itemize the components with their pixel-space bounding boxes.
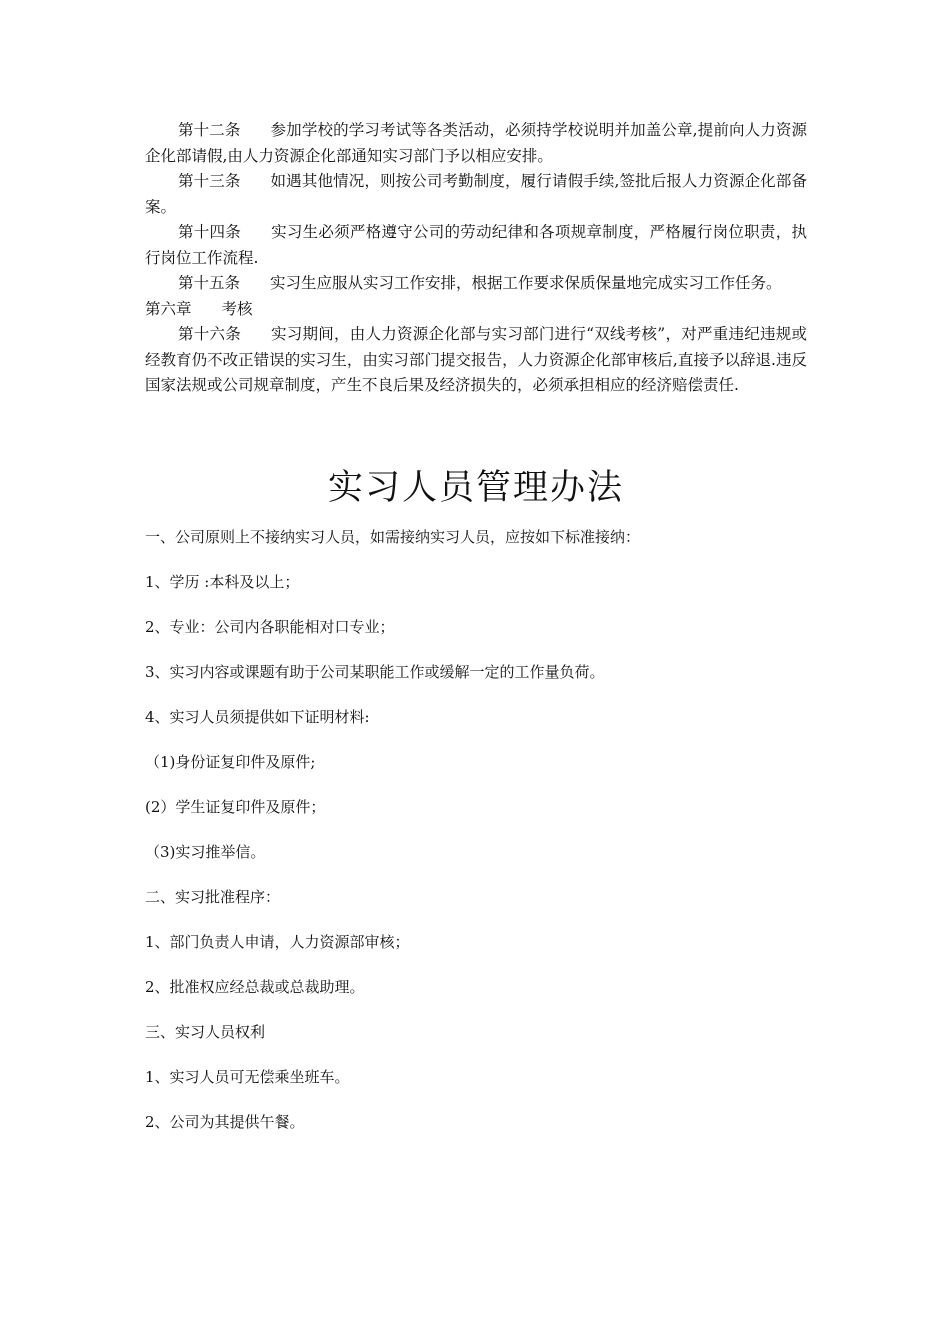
list-item: （1)身份证复印件及原件; [145,752,316,771]
list-item: 2、专业：公司内各职能相对口专业； [145,617,395,636]
list-item: (2）学生证复印件及原件； [145,797,326,816]
article-number: 第十三条 [178,172,241,190]
article-number: 第十四条 [178,223,242,241]
chapter-heading [145,297,807,323]
document-page [145,118,807,1157]
list-item: 2、批准权应经总裁或总裁助理。 [145,977,365,996]
chapter-title: 考核 [221,299,253,318]
article-number: 第十六条 [178,325,242,343]
article-13 [145,169,807,220]
list-item: 1、学历 :本科及以上； [145,572,300,591]
list-item: 1、实习人员可无偿乘坐班车。 [145,1067,350,1086]
list-item: 二、实习批准程序： [145,887,281,906]
article-text: 参加学校的学习考试等各类活动，必须持学校说明并加盖公章,提前向人力资源企化部请假,由人力资源企化部通知实习部门予以相应安排。 [145,121,807,165]
article-16 [145,322,807,399]
article-15 [145,271,807,297]
article-text: 如遇其他情况，则按公司考勤制度，履行请假手续,签批后报人力资源企化部备案。 [145,172,807,216]
article-text: 实习生必须严格遵守公司的劳动纪律和各项规章制度，严格履行岗位职责，执行岗位工作流程. [145,223,807,267]
list-item: 4、实习人员须提供如下证明材料: [145,707,370,726]
document-title: 实习人员管理办法 [327,467,624,508]
article-14 [145,220,807,271]
list-item: 一、公司原则上不接纳实习人员，如需接纳实习人员，应按如下标准接纳： [145,527,641,546]
article-text: 实习生应服从实习工作安排，根据工作要求保质保量地完成实习工作任务。 [270,274,782,292]
articles-section [145,118,807,399]
list-item: 2、公司为其提供午餐。 [145,1112,305,1131]
item-list [145,527,807,1157]
list-item: 三、实习人员权利 [145,1022,266,1041]
list-item: （3)实习推举信。 [145,842,266,861]
article-number: 第十二条 [178,121,241,139]
article-12 [145,118,807,169]
article-number: 第十五条 [178,274,241,292]
list-item: 1、部门负责人申请，人力资源部审核； [145,932,410,951]
article-text: 实习期间，由人力资源企化部与实习部门进行“双线考核”，对严重违纪违规或经教育仍不改正错误的实习生，由实习部门提交报告，人力资源企化部审核后,直接予以辞退.违反国家法规或公司规章制度，产生不良后果及经济损失的，必须承担相应的经济赔偿责任. [145,325,807,394]
chapter-number: 第六章 [145,299,192,318]
list-item: 3、实习内容或课题有助于公司某职能工作或缓解一定的工作量负荷。 [145,662,605,681]
